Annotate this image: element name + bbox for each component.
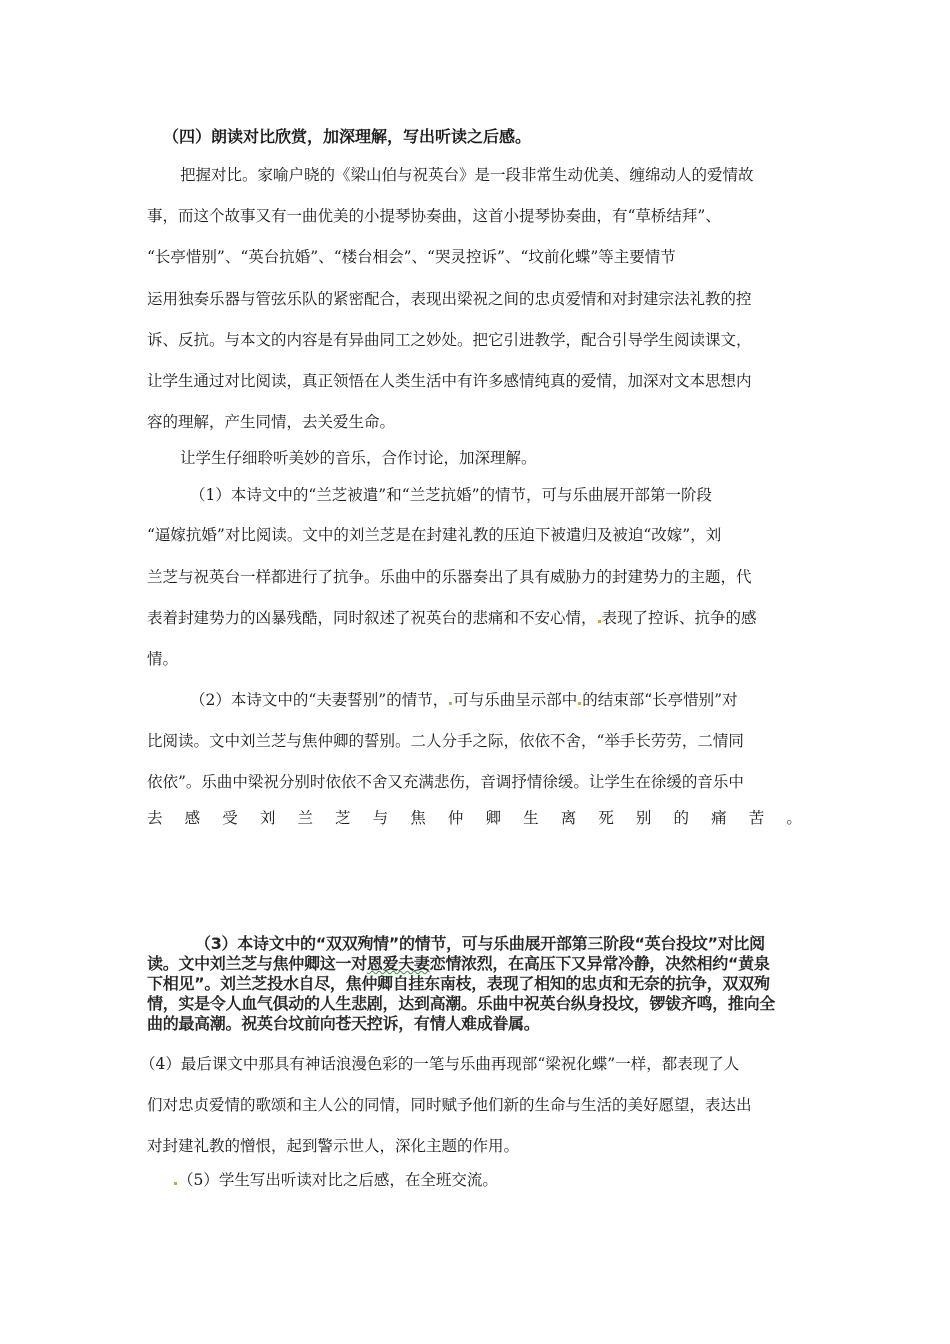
char: 卿 [485, 809, 501, 827]
char: 苦 [748, 809, 765, 827]
item-3-line: （3）本诗文中的“双双殉情”的情节，可与乐曲展开部第三阶段“英台投坟”对比阅 [195, 934, 765, 953]
paragraph-line: 把握对比。家喻户晓的《梁山伯与祝英台》是一段非常生动优美、缠绵动人的爱情故 [180, 166, 754, 184]
char: 与 [372, 809, 389, 827]
item-1-line: “逼嫁抗婚”对比阅读。文中的刘兰芝是在封建礼教的压迫下被遣归及被迫“改嫁”，刘 [147, 526, 722, 544]
mark-dot [449, 702, 452, 705]
char: 死 [598, 809, 614, 827]
item-3-text: 恋情浓烈，在高压下又异常冷静，决然相约“黄泉 [429, 954, 770, 973]
paragraph-line: 让学生通过对比阅读，真正领悟在人类生活中有许多感情纯真的爱情，加深对文本思想内 [147, 372, 752, 390]
char: 受 [222, 809, 238, 827]
item-3-line: 曲的最高潮。祝英台坟前向苍天控诉，有情人难成眷属。 [147, 1014, 540, 1033]
char: 感 [184, 809, 201, 827]
char: 刘 [259, 809, 276, 827]
item-3-underlined-text: 恩爱夫妻 [366, 954, 430, 973]
mark-dot [598, 620, 601, 623]
char: 焦 [410, 809, 426, 827]
mark-dot [578, 702, 581, 705]
item-5-line [173, 1170, 833, 1190]
item-1-text: 表着封建势力的凶暴残酷，同时叙述了祝英台的悲痛和不安心情， [147, 609, 597, 627]
char: 。 [786, 809, 802, 827]
item-3-line [147, 954, 770, 974]
item-2-text: 可与乐曲呈示部中 [453, 691, 578, 709]
char: 别 [635, 809, 652, 827]
item-3-line: 下相见”。刘兰芝投水自尽，焦仲卿自挂东南枝，表现了相知的忠贞和无奈的抗争，双双殉 [147, 974, 770, 993]
paragraph-line: 让学生仔细聆听美妙的音乐，合作讨论，加深理解。 [180, 449, 537, 467]
char: 生 [523, 809, 539, 827]
item-2-line: 依依”。乐曲中梁祝分别时依依不舍又充满悲伤，音调抒情徐缓。让学生在徐缓的音乐中 [147, 773, 744, 791]
item-1-line: （1）本诗文中的“兰芝被遣”和“兰芝抗婚”的情节，可与乐曲展开部第一阶段 [190, 486, 713, 504]
paragraph-line: 诉、反抗。与本文的内容是有异曲同工之妙处。把它引进教学，配合引导学生阅读课文， [147, 331, 752, 349]
paragraph-line: 事，而这个故事又有一曲优美的小提琴协奏曲，这首小提琴协奏曲，有“草桥结拜”、 [147, 207, 721, 225]
mark-dot [174, 1182, 177, 1185]
item-4-line: 们对忠贞爱情的歌颂和主人公的同情，同时赋予他们新的生命与生活的美好愿望，表达出 [147, 1096, 752, 1114]
char: 的 [673, 809, 690, 827]
item-2-spread-line [147, 808, 802, 828]
char: 去 [147, 809, 163, 827]
char: 离 [560, 809, 577, 827]
char: 兰 [297, 809, 313, 827]
char: 芝 [335, 809, 351, 827]
item-1-line: 兰芝与祝英台一样都进行了抗争。乐曲中的乐器奏出了具有威胁力的封建势力的主题，代 [147, 568, 752, 586]
item-3-text: 读。文中刘兰芝与焦仲卿这一对 [147, 954, 367, 973]
item-4-line: （4）最后课文中那具有神话浪漫色彩的一笔与乐曲再现部“梁祝化蝶”一样，都表现了人 [140, 1055, 740, 1073]
item-1-text: 表现了控诉、抗争的感 [601, 609, 757, 627]
paragraph-line: “长亭惜别”、“英台抗婚”、“楼台相会”、“哭灵控诉”、“坟前化蝶”等主要情节 [147, 248, 676, 266]
char: 痛 [711, 809, 727, 827]
item-2-line: 比阅读。文中刘兰芝与焦仲卿的誓别。二人分手之际，依依不舍，“举手长劳劳，二情同 [147, 732, 744, 750]
char: 仲 [447, 809, 464, 827]
item-1-line [147, 608, 807, 628]
item-5-text: （5）学生写出听读对比之后感，在全班交流。 [178, 1171, 498, 1189]
paragraph-line: 容的理解，产生同情，去关爱生命。 [147, 413, 396, 431]
embedded-text-image [147, 934, 811, 1034]
item-4-line: 对封建礼教的憎恨，起到警示世人，深化主题的作用。 [147, 1137, 520, 1155]
section-heading: （四）朗读对比欣赏，加深理解，写出听读之后感。 [163, 127, 532, 146]
item-1-line: 情。 [147, 650, 179, 668]
item-2-text: 的结束部“长亭惜别”对 [582, 691, 738, 709]
item-3-line: 情，实是令人血气俱动的人生悲剧，达到高潮。乐曲中祝英台纵身投坟，锣钹齐鸣，推向全 [147, 994, 776, 1013]
paragraph-line: 运用独奏乐器与管弦乐队的紧密配合，表现出梁祝之间的忠贞爱情和对封建宗法礼教的控 [147, 290, 752, 308]
item-2-text: （2）本诗文中的“夫妻誓别”的情节， [190, 691, 449, 709]
item-2-line [190, 690, 850, 710]
